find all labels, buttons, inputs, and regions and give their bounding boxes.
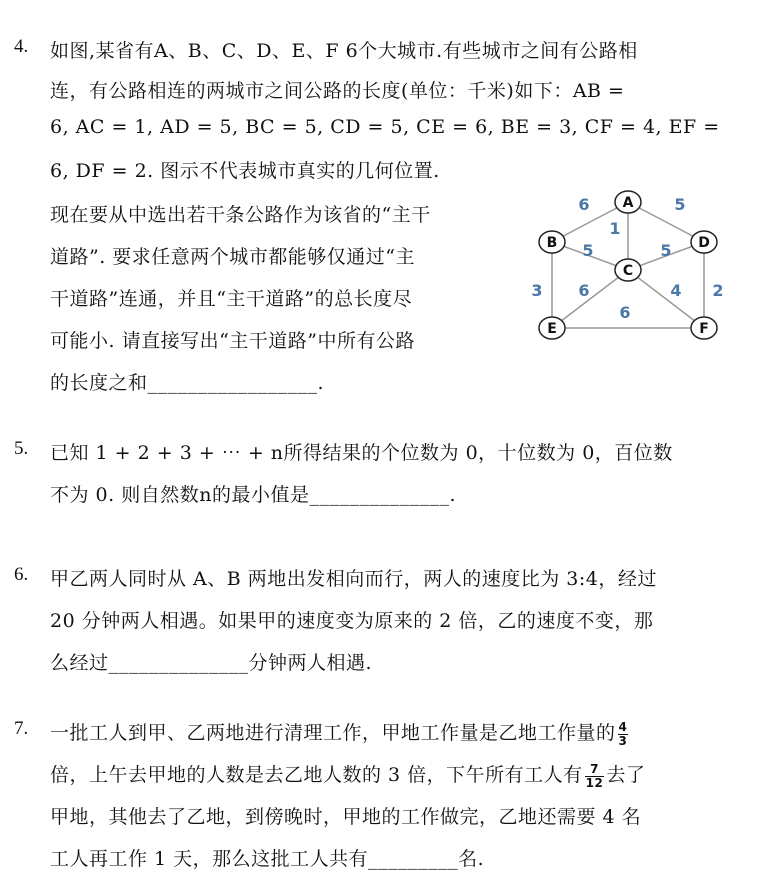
node-A [615,191,641,213]
q7-line-3: 甲地，其他去了乙地，到傍晚时，甲地的工作做完，乙地还需要 4 名 [50,806,642,828]
fraction-4-3-denominator: 3 [618,733,628,748]
edge-weight-CF: 4 [670,281,682,300]
q7-line-2-text: 倍，上午去甲地的人数是去乙地人数的 3 倍，下午所有工人有 [50,764,583,786]
edge-weight-AD: 5 [674,195,686,214]
edge-CE [552,270,631,328]
q7-line-1 [50,718,628,748]
city-road-graph [528,186,728,344]
q6-line-3: 么经过______________分钟两人相遇. [50,652,373,674]
edge-weight-DF: 2 [712,281,724,300]
node-label-E: E [547,321,557,337]
edge-weight-BE: 3 [531,281,543,300]
q4-line-5: 现在要从中选出若干条公路作为该省的“主干 [50,204,431,226]
q7-line-4: 工人再工作 1 天，那么这批工人共有_________名. [50,848,485,870]
q6-line-2: 20 分钟两人相遇。如果甲的速度变为原来的 2 倍，乙的速度不变，那 [50,610,654,632]
node-label-B: B [546,235,558,251]
edge-weight-AB: 6 [578,195,590,214]
q4-line-8: 可能小. 请直接写出“主干道路”中所有公路 [50,330,416,352]
q4-line-3: 6, AC = 1, AD = 5, BC = 5, CD = 5, CE = 6, BE = 3, CF = 4, EF = [50,116,720,138]
q6-line-1: 甲乙两人同时从 A、B 两地出发相向而行，两人的速度比为 3:4，经过 [50,568,657,590]
node-F [691,317,717,339]
node-label-A: A [622,195,634,211]
node-B [539,231,565,253]
node-C [615,259,641,281]
node-D [691,231,717,253]
q7-line-2-tail: 去了 [606,764,646,786]
edge-CF [628,270,704,328]
node-label-C: C [622,263,634,279]
question-7-number: 7. [14,718,29,739]
q5-line-2: 不为 0. 则自然数n的最小值是______________. [50,484,456,506]
edge-weight-AC: 1 [609,219,621,238]
fraction-7-12-denominator: 12 [585,775,604,790]
node-E [539,317,565,339]
node-label-F: F [699,321,709,337]
q4-line-2: 连，有公路相连的两城市之间公路的长度(单位：千米)如下：AB = [50,80,625,102]
q7-line-2 [50,760,645,790]
q4-line-9: 的长度之和_________________. [50,372,325,394]
edge-weight-BC: 5 [582,241,594,260]
question-5-number: 5. [14,438,29,459]
fraction-4-3 [618,721,629,748]
q5-line-1: 已知 1 + 2 + 3 + ⋯ + n所得结果的个位数为 0，十位数为 0，百位数 [50,442,673,464]
edge-weight-CE: 6 [578,281,590,300]
fraction-4-3-numerator: 4 [618,719,628,734]
question-4-number: 4. [14,36,29,57]
question-6-number: 6. [14,564,29,585]
q4-line-4: 6, DF = 2. 图示不代表城市真实的几何位置. [50,160,440,182]
fraction-7-12 [585,763,605,790]
q4-line-1: 如图,某省有A、B、C、D、E、F 6个大城市.有些城市之间有公路相 [50,40,638,62]
q7-line-1-text: 一批工人到甲、乙两地进行清理工作，甲地工作量是乙地工作量的 [50,722,616,744]
q4-line-7: 干道路”连通，并且“主干道路”的总长度尽 [50,288,413,310]
fraction-7-12-numerator: 7 [585,763,605,777]
edge-weight-CD: 5 [660,241,672,260]
node-label-D: D [698,235,710,251]
q4-line-6: 道路”. 要求任意两个城市都能够仅通过“主 [50,246,416,268]
edge-weight-EF: 6 [619,303,631,322]
